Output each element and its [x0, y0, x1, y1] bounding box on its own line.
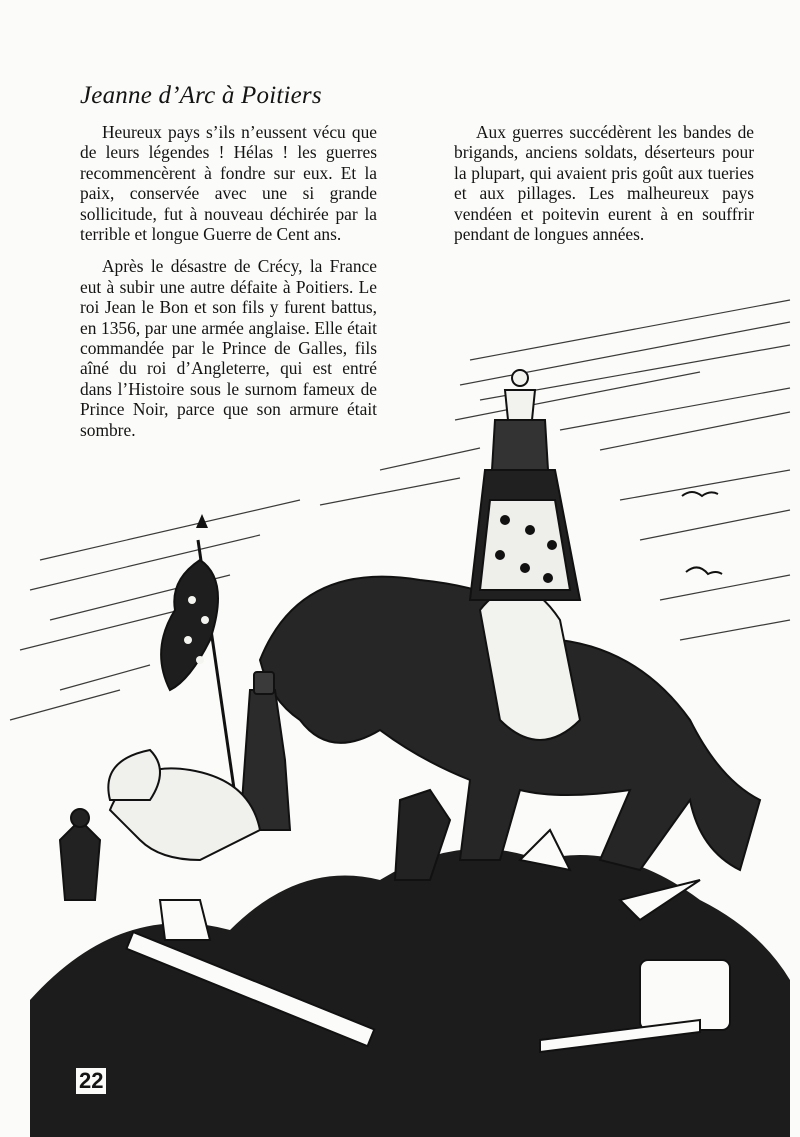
- paragraph-2: Après le désastre de Crécy, la France eut à subir une autre défaite à Poitiers. Le roi Jean le Bon et son fils y furent battus, en 1356, par une armée anglaise. Elle était commandée par le Prince de Galles, fils aîné du roi d’Angleterre, qui est entré dans l’Histoire sous le surnom fameux de Prince Noir, parce que son armure était sombre.: [80, 256, 377, 440]
- jeanne-with-banner: [108, 514, 290, 860]
- black-prince-on-horse: [260, 370, 760, 870]
- birds: [682, 492, 722, 574]
- battle-illustration: [0, 262, 800, 1137]
- right-text-column: [454, 122, 754, 256]
- page-number: 22: [76, 1068, 106, 1094]
- page-title: Jeanne d’Arc à Poitiers: [80, 82, 322, 109]
- paragraph-3: Aux guerres succédèrent les bandes de brigands, anciens soldats, déserteurs pour la plupart, qui avaient pris goût aux tueries et aux pillages. Les malheureux pays vendéen et poitevin eurent à en souffrir pendant de longues années.: [454, 122, 754, 245]
- paragraph-1: Heureux pays s’ils n’eussent vécu que de leurs légendes ! Hélas ! les guerres recommencèrent à fondre sur eux. Et la paix, conservée avec une si grande sollicitude, fut à nouveau déchirée par la terrible et longue Guerre de Cent ans.: [80, 122, 377, 245]
